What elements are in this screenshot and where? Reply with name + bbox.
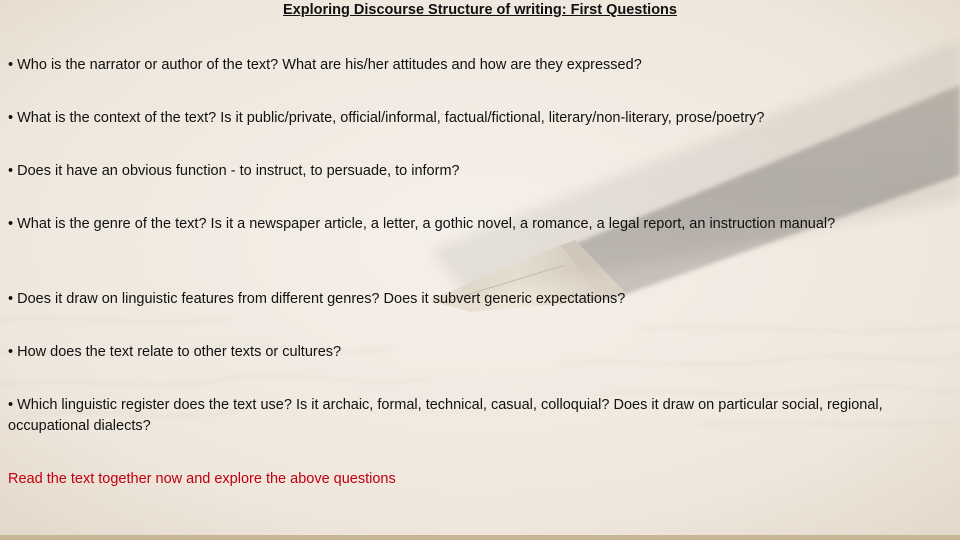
question-item-register: • Which linguistic register does the text use? Is it archaic, formal, technical, casual, colloquial? Does it draw on particular social, regional, occupational dialects?	[8, 397, 883, 434]
question-item-genre: • What is the genre of the text? Is it a newspaper article, a letter, a gothic novel, a romance, a legal report, an instruction manual?	[8, 216, 836, 232]
question-item-narrator: • Who is the narrator or author of the text? What are his/her attitudes and how are they expressed?	[8, 57, 642, 73]
bottom-border	[0, 535, 960, 540]
question-item-context: • What is the context of the text? Is it public/private, official/informal, factual/fictional, literary/non-literary, prose/poetry?	[8, 110, 765, 126]
question-item-function: • Does it have an obvious function - to instruct, to persuade, to inform?	[8, 163, 460, 179]
closing-instruction: Read the text together now and explore the above questions	[8, 471, 396, 487]
question-item-linguistic-features: • Does it draw on linguistic features from different genres? Does it subvert generic expectations?	[8, 291, 626, 307]
question-item-intertextuality: • How does the text relate to other texts or cultures?	[8, 344, 342, 360]
slide-title: Exploring Discourse Structure of writing: First Questions	[283, 2, 677, 18]
